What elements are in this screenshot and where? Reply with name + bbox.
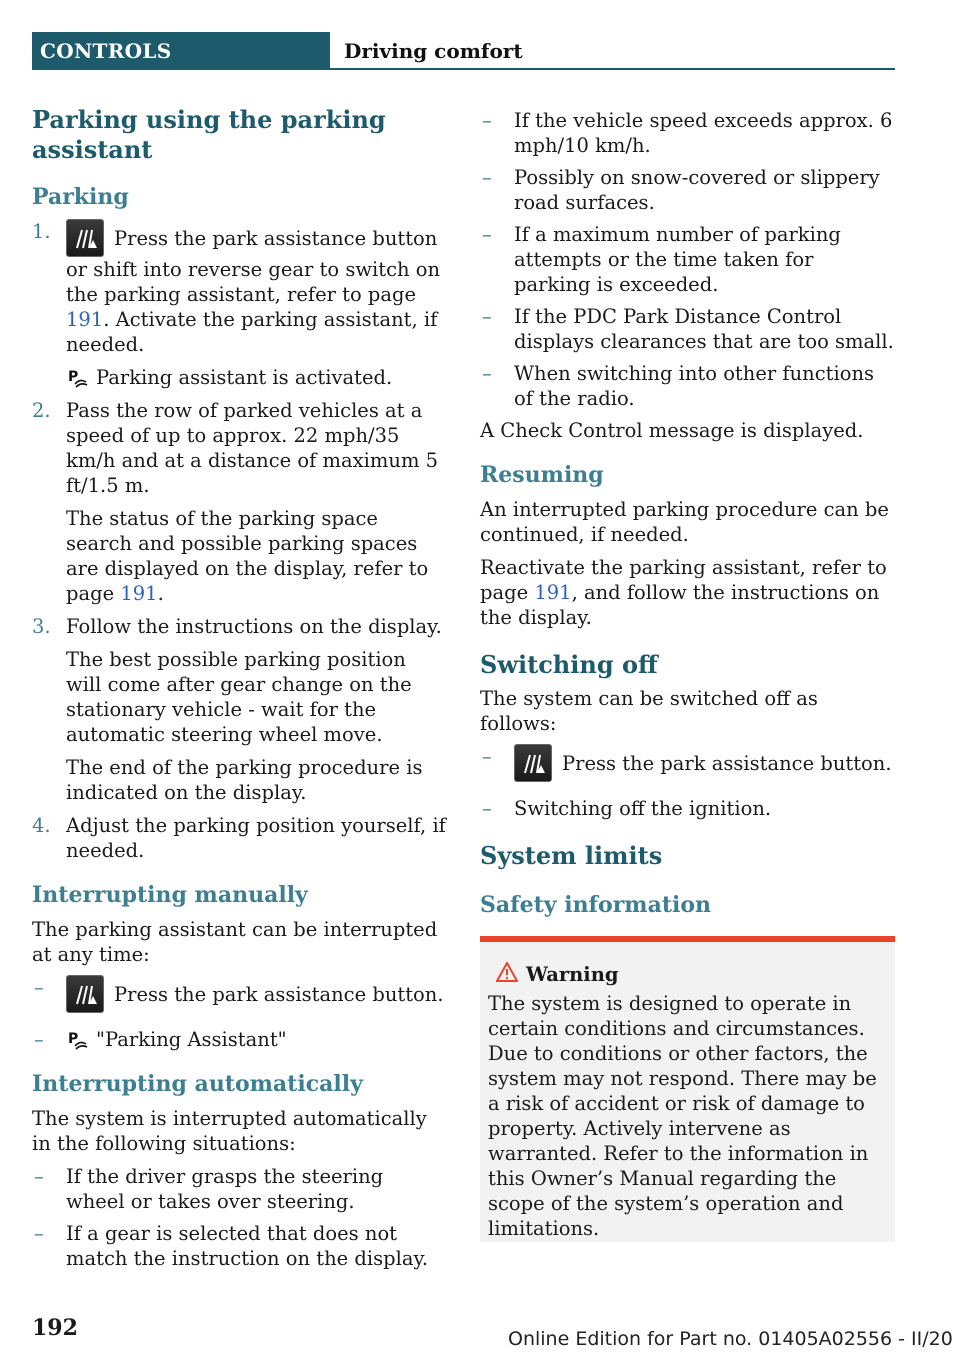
section-tab: CONTROLS: [32, 32, 330, 70]
step-2: 2. Pass the row of parked vehicles at a speed of up to approx. 22 mph/35 km/h and at a distance of maximum 5 ft/1.5 m.: [32, 399, 439, 497]
check-control-text: A Check Control message is displayed.: [480, 419, 864, 442]
step-number: 3.: [32, 615, 51, 638]
park-assist-button-icon: [66, 219, 104, 257]
park-assist-button-icon: [66, 975, 104, 1013]
svg-text:P: P: [68, 369, 79, 385]
manual-intro: The parking assistant can be interrupted at any time:: [32, 918, 438, 966]
list-item: – If the driver grasps the steering wheel or takes over steering.: [34, 1165, 384, 1213]
step-4: 4. Adjust the parking position yourself, if needed.: [32, 814, 446, 862]
step-1-text-end: . Activate the parking assistant, if needed.: [66, 308, 438, 356]
warning-body: The system is designed to operate in certain conditions and circumstances. Due to conditions or other factors, the system may not respond. There may be a risk of accident or risk of damage to property. Actively intervene as warranted. Refer to the information in this Owner’s Manual regarding the scope of the system’s operation and limitations.: [488, 992, 877, 1240]
step-number: 4.: [32, 814, 51, 837]
right-column: [480, 108, 895, 927]
park-assist-button-icon: [514, 744, 552, 782]
warning-title: Warning: [488, 962, 887, 987]
switching-off-heading: Switching off: [480, 650, 658, 679]
step-3-sub-1: The best possible parking position will come after gear change on the stationary vehicle - wait for the automatic steering wheel move.: [66, 648, 412, 746]
list-item: – If a gear is selected that does not match the instruction on the display.: [34, 1222, 429, 1270]
list-item: – If the PDC Park Distance Control displays clearances that are too small.: [482, 305, 894, 353]
list-item: – When switching into other functions of the radio.: [482, 362, 875, 410]
step-2-sub: The status of the parking space search and possible parking spaces are displayed on the display, refer to page 191.: [66, 507, 429, 605]
footer-edition: Online Edition for Part no. 01405A02556 - II/20: [508, 1328, 953, 1350]
svg-text:P: P: [68, 1031, 79, 1047]
step-1-text: Press the park assistance button or shift into reverse gear to switch on the parking assistant, refer to page: [66, 227, 441, 306]
chapter-title: Driving comfort: [330, 32, 895, 70]
warning-triangle-icon: [496, 962, 518, 982]
switching-off-item-2: – Switching off the ignition.: [482, 797, 772, 820]
resuming-p2: Reactivate the parking assistant, refer to page 191, and follow the instructions on the display.: [480, 556, 887, 629]
safety-information-heading: Safety information: [480, 892, 712, 918]
step-number: 2.: [32, 399, 51, 422]
page-title: Parking using the parking assistant: [32, 105, 386, 164]
list-item: – Possibly on snow-covered or slippery road surfaces.: [482, 166, 880, 214]
resuming-p1: An interrupted parking procedure can be continued, if needed.: [480, 498, 889, 546]
left-column: [32, 105, 447, 1278]
step-3: 3. Follow the instructions on the display.: [32, 615, 442, 638]
system-limits-heading: System limits: [480, 841, 663, 870]
warning-box: [480, 936, 895, 1242]
page-link[interactable]: 191: [534, 581, 572, 604]
page-link[interactable]: 191: [120, 582, 158, 605]
auto-intro: The system is interrupted automatically in the following situations:: [32, 1107, 427, 1155]
list-item: – If the vehicle speed exceeds approx. 6 mph/10 km/h.: [482, 109, 893, 157]
manual-item-1: – Press the park assistance button.: [32, 975, 447, 1013]
parking-assistant-icon: [66, 1028, 88, 1050]
parking-assistant-icon: [66, 366, 88, 388]
page-number: 192: [32, 1315, 78, 1341]
step-number: 1.: [32, 220, 51, 243]
manual-item-2: – P "Parking Assistant": [34, 1028, 287, 1051]
page-link[interactable]: 191: [66, 308, 104, 331]
switching-off-intro: The system can be switched off as follows:: [480, 687, 818, 735]
resuming-heading: Resuming: [480, 462, 604, 488]
step-3-sub-2: The end of the parking procedure is indicated on the display.: [66, 756, 423, 804]
switching-off-item-1: – Press the park assistance button.: [480, 744, 895, 782]
parking-heading: Parking: [32, 184, 129, 210]
step-1: [32, 219, 447, 357]
interrupting-automatically-heading: Interrupting automatically: [32, 1071, 363, 1097]
step-1-sub: P Parking assistant is activated.: [68, 366, 393, 389]
list-item: – If a maximum number of parking attempts or the time taken for parking is exceeded.: [482, 223, 841, 296]
interrupting-manually-heading: Interrupting manually: [32, 882, 308, 908]
